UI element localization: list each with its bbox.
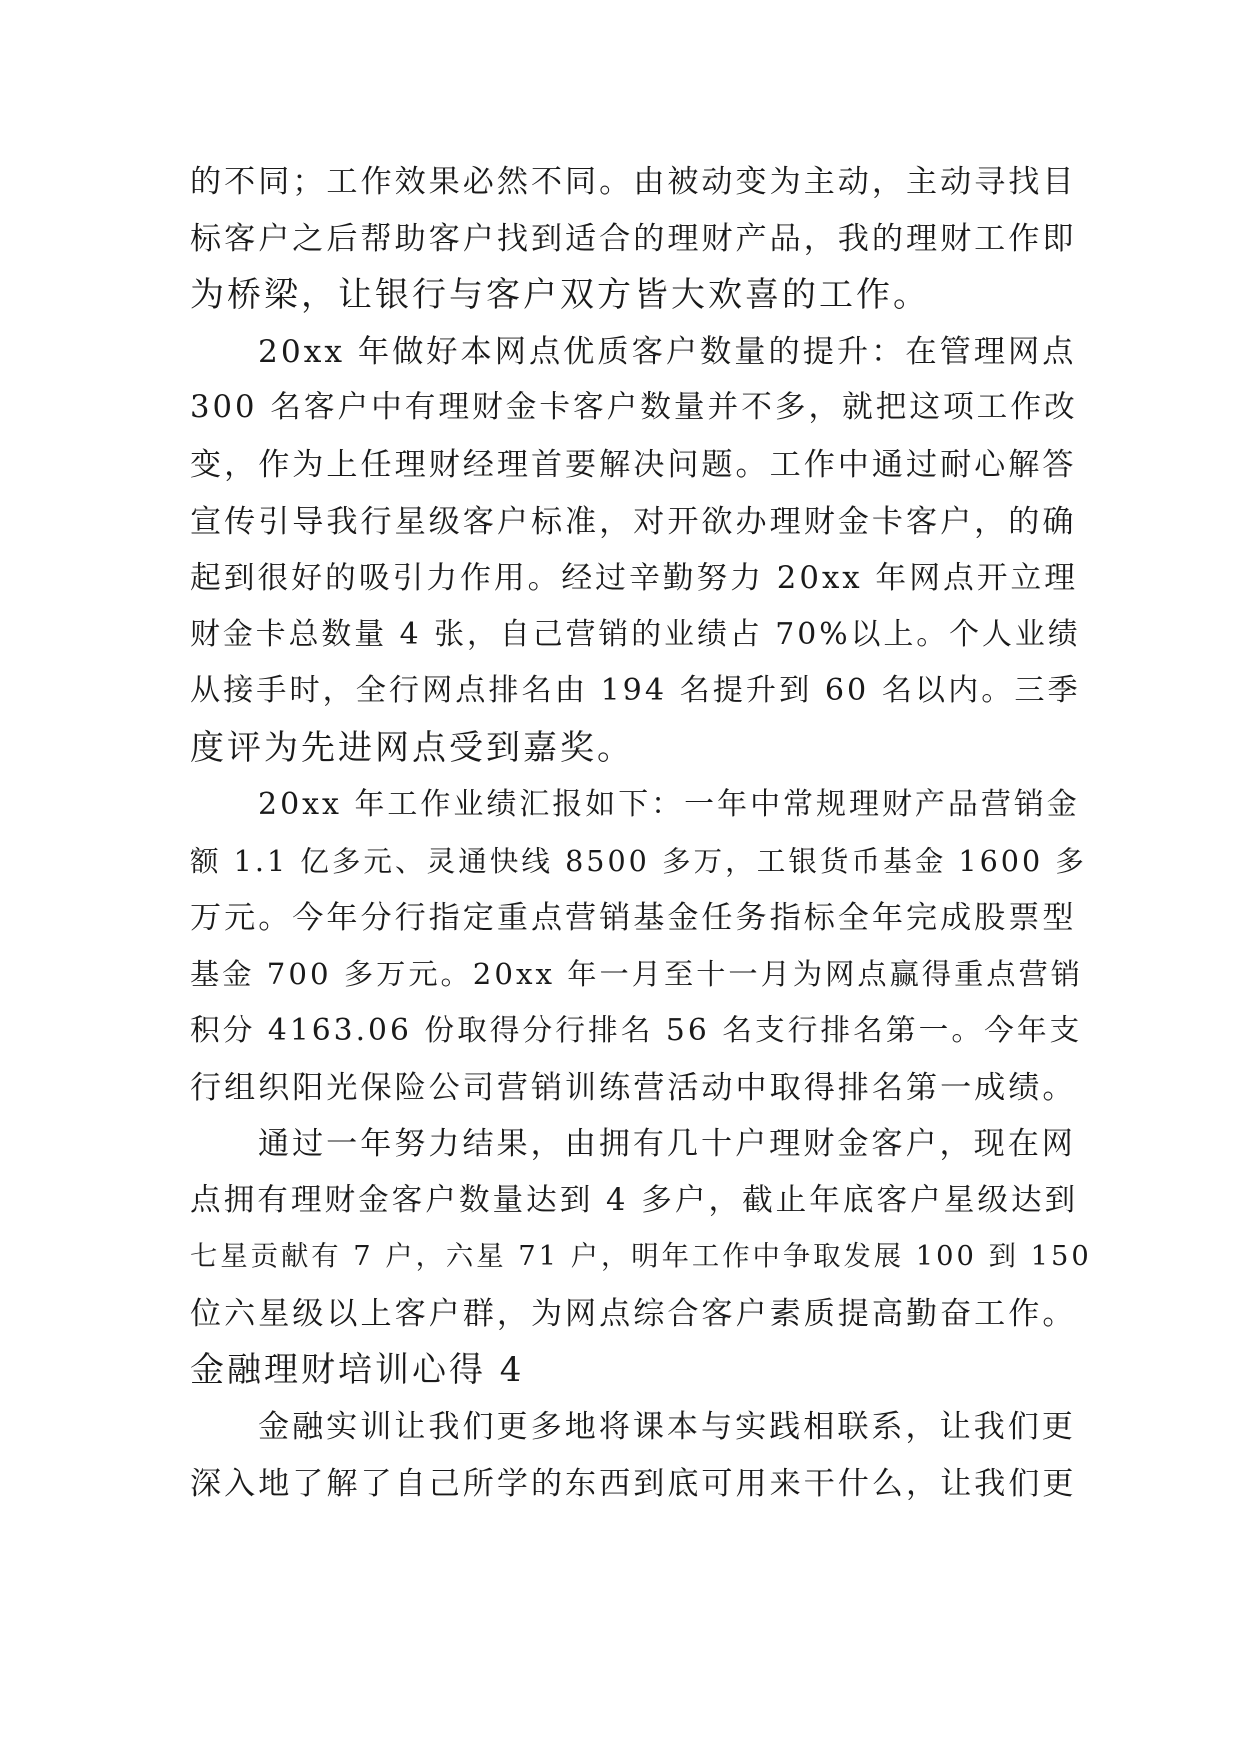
text-line: 通过一年努力结果，由拥有几十户理财金客户，现在网 <box>258 1126 1076 1163</box>
text-line: 财金卡总数量 4 张，自己营销的业绩占 70%以上。个人业绩 <box>190 616 1081 652</box>
text-line: 宣传引导我行星级客户标准，对开欲办理财金卡客户，的确 <box>190 503 1077 540</box>
text-line: 的不同；工作效果必然不同。由被动变为主动，主动寻找目 <box>190 164 1077 200</box>
text-line: 起到很好的吸引力作用。经过辛勤努力 20xx 年网点开立理 <box>190 560 1079 597</box>
text-line: 300 名客户中有理财金卡客户数量并不多，就把这项工作改 <box>190 390 1078 426</box>
text-line: 行组织阳光保险公司营销训练营活动中取得排名第一成绩。 <box>190 1069 1077 1106</box>
text-line: 深入地了解了自己所学的东西到底可用来干什么，让我们更 <box>190 1465 1077 1502</box>
text-line: 点拥有理财金客户数量达到 4 多户，截止年底客户星级达到 <box>190 1182 1079 1218</box>
text-line: 额 1.1 亿多元、灵通快线 8500 多万，工银货币基金 1600 多 <box>190 844 1087 879</box>
text-line: 金融实训让我们更多地将课本与实践相联系，让我们更 <box>258 1409 1076 1446</box>
text-line: 积分 4163.06 份取得分行排名 56 名支行排名第一。今年支 <box>190 1012 1083 1048</box>
text-line: 20xx 年做好本网点优质客户数量的提升：在管理网点 <box>258 333 1077 370</box>
text-line: 为桥梁，让银行与客户双方皆大欢喜的工作。 <box>190 275 930 316</box>
section-heading: 金融理财培训心得 4 <box>190 1350 525 1391</box>
text-line: 变，作为上任理财经理首要解决问题。工作中通过耐心解答 <box>190 446 1077 483</box>
text-line: 位六星级以上客户群，为网点综合客户素质提高勤奋工作。 <box>190 1295 1077 1332</box>
text-line: 万元。今年分行指定重点营销基金任务指标全年完成股票型 <box>190 899 1077 936</box>
text-line: 20xx 年工作业绩汇报如下：一年中常规理财产品营销金 <box>258 786 1080 822</box>
text-line: 从接手时，全行网点排名由 194 名提升到 60 名以内。三季 <box>190 673 1081 709</box>
text-line: 七星贡献有 7 户，六星 71 户，明年工作中争取发展 100 到 150 <box>190 1241 1092 1273</box>
text-line: 标客户之后帮助客户找到适合的理财产品，我的理财工作即 <box>190 220 1077 257</box>
document-body <box>190 154 1092 1512</box>
text-line: 基金 700 多万元。20xx 年一月至十一月为网点赢得重点营销 <box>190 957 1084 992</box>
text-line: 度评为先进网点受到嘉奖。 <box>190 727 634 768</box>
